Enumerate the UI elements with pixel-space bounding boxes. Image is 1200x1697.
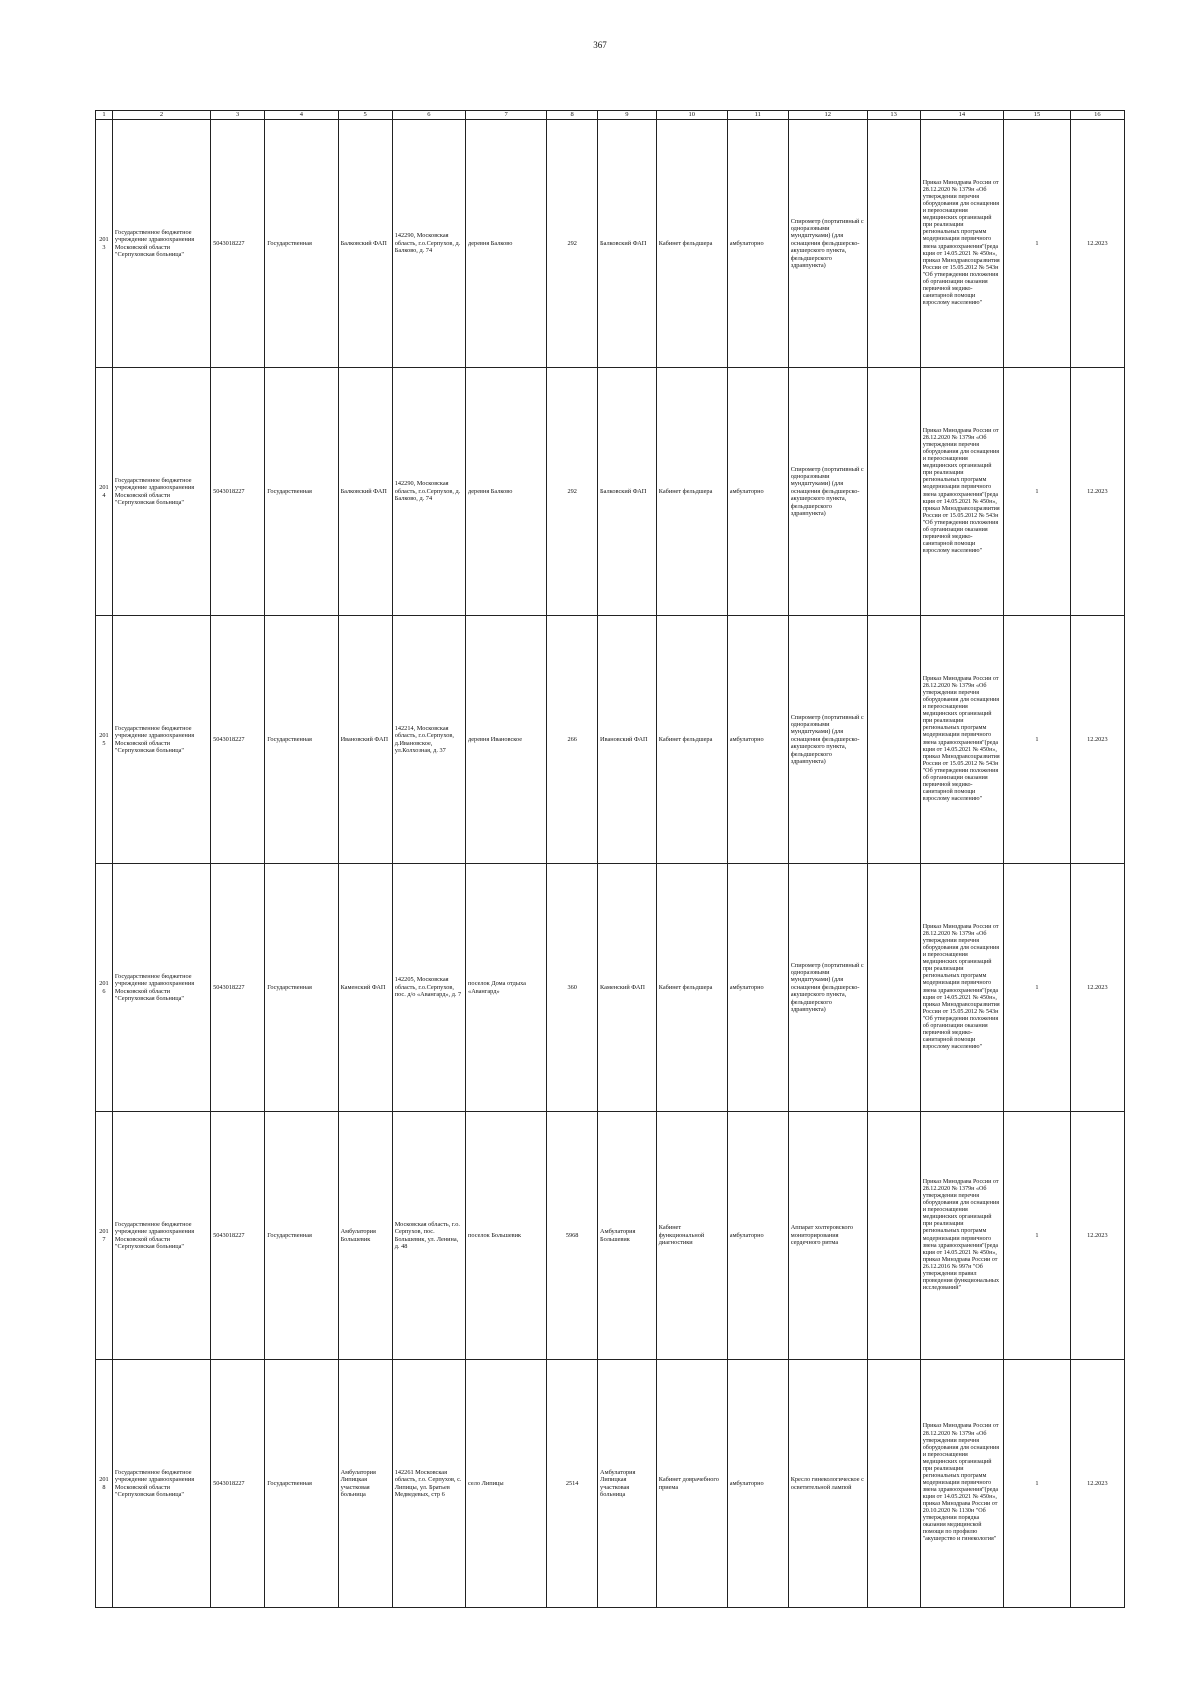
care-condition: амбулаторно (727, 616, 788, 864)
table-row (96, 616, 1125, 864)
equipment-count: 1 (1004, 368, 1071, 616)
care-condition: амбулаторно (727, 120, 788, 368)
equipment-count: 1 (1004, 1112, 1071, 1360)
room-name: Кабинет фельдшера (656, 368, 727, 616)
room-name: Кабинет фельдшера (656, 120, 727, 368)
column-header: 8 (547, 111, 598, 120)
inn-code: 5043018227 (211, 864, 265, 1112)
care-condition: амбулаторно (727, 1360, 788, 1608)
inn-code: 5043018227 (211, 1360, 265, 1608)
unit-address: Московская область, г.о. Серпухов, пос. Большевик, ул. Ленина, д. 48 (392, 1112, 465, 1360)
settlement-name: село Липицы (466, 1360, 547, 1608)
equipment-name: Спирометр (портативный с одноразовыми мундштуками) (для оснащения фельдшерско-акушерского пункта, фельдшерского здравпункта) (788, 616, 867, 864)
column-header: 6 (392, 111, 465, 120)
table-row (96, 1112, 1125, 1360)
equipment-name: Спирометр (портативный с одноразовыми мундштуками) (для оснащения фельдшерско-акушерского пункта, фельдшерского здравпункта) (788, 864, 867, 1112)
population-count: 266 (547, 616, 598, 864)
room-name: Кабинет функциональной диагностики (656, 1112, 727, 1360)
subdivision-name: Ивановский ФАП (598, 616, 657, 864)
population-count: 292 (547, 120, 598, 368)
inn-code: 5043018227 (211, 1112, 265, 1360)
legal-basis: Приказ Минздрава России от 28.12.2020 № 1379н «Об утверждении перечня оборудования для оснащения и переоснащения медицинских организаций при реализации региональных программ модернизации первичного звена здравоохранения"(реда кция от 14.05.2021 № 450н», приказ Минздравсоцразвития России от 15.05.2012 № 543н "Об утверждении положения об организации оказания первичной медико-санитарной помощи взрослому населению" (920, 864, 1003, 1112)
unit-address: 142261 Московская область, г.о. Серпухов, с. Липицы, ул. Братьев Медведевых, стр 6 (392, 1360, 465, 1608)
legal-basis: Приказ Минздрава России от 28.12.2020 № 1379н «Об утверждении перечня оборудования для оснащения и переоснащения медицинских организаций при реализации региональных программ модернизации первичного звена здравоохранения"(реда кция от 14.05.2021 № 450н», приказ Минздравсоцразвития России от 15.05.2012 № 543н "Об утверждении положения об организации оказания первичной медико-санитарной помощи взрослому населению" (920, 368, 1003, 616)
delivery-date: 12.2023 (1070, 1360, 1124, 1608)
equipment-register-table (95, 110, 1125, 1608)
header-row (96, 111, 1125, 120)
column-header: 16 (1070, 111, 1124, 120)
column-header: 11 (727, 111, 788, 120)
subdivision-name: Амбулатория Липицкая участковая больница (598, 1360, 657, 1608)
column-header: 7 (466, 111, 547, 120)
population-count: 292 (547, 368, 598, 616)
page-number: 367 (593, 40, 607, 50)
ownership-form: Государственная (265, 616, 338, 864)
room-name: Кабинет фельдшера (656, 616, 727, 864)
equipment-name: Спирометр (портативный с одноразовыми мундштуками) (для оснащения фельдшерско-акушерского пункта, фельдшерского здравпункта) (788, 368, 867, 616)
settlement-name: поселок Дома отдыха «Авангард» (466, 864, 547, 1112)
inn-code: 5043018227 (211, 120, 265, 368)
table-row (96, 864, 1125, 1112)
unit-address: 142290, Московская область, г.о.Серпухов, д. Балково, д. 74 (392, 120, 465, 368)
empty-cell (867, 1360, 920, 1608)
room-name: Кабинет доврачебного приема (656, 1360, 727, 1608)
ownership-form: Государственная (265, 1112, 338, 1360)
organization-name: Государственное бюджетное учреждение здравоохранения Московской области "Серпуховская больница" (112, 1360, 210, 1608)
equipment-count: 1 (1004, 120, 1071, 368)
equipment-count: 1 (1004, 616, 1071, 864)
structural-unit: Балковский ФАП (338, 120, 392, 368)
column-header: 15 (1004, 111, 1071, 120)
organization-name: Государственное бюджетное учреждение здравоохранения Московской области "Серпуховская больница" (112, 1112, 210, 1360)
structural-unit: Амбулатория Большевик (338, 1112, 392, 1360)
care-condition: амбулаторно (727, 368, 788, 616)
legal-basis: Приказ Минздрава России от 28.12.2020 № 1379н «Об утверждении перечня оборудования для оснащения и переоснащения медицинских организаций при реализации региональных программ модернизации первичного звена здравоохранения"(реда кция от 14.05.2021 № 450н», приказ Минздрава России от 20.10.2020 № 1130н "Об утверждении порядка оказания медицинской помощи по профилю "акушерство и гинекология" (920, 1360, 1003, 1608)
settlement-name: поселок Большевик (466, 1112, 547, 1360)
column-header: 3 (211, 111, 265, 120)
column-header: 9 (598, 111, 657, 120)
row-number: 2014 (96, 368, 113, 616)
column-header: 2 (112, 111, 210, 120)
settlement-name: деревня Балково (466, 120, 547, 368)
empty-cell (867, 616, 920, 864)
care-condition: амбулаторно (727, 1112, 788, 1360)
delivery-date: 12.2023 (1070, 120, 1124, 368)
unit-address: 142290, Московская область, г.о.Серпухов, д. Балково, д. 74 (392, 368, 465, 616)
row-number: 2015 (96, 616, 113, 864)
ownership-form: Государственная (265, 368, 338, 616)
structural-unit: Ивановский ФАП (338, 616, 392, 864)
column-header: 13 (867, 111, 920, 120)
column-header: 14 (920, 111, 1003, 120)
column-header: 1 (96, 111, 113, 120)
population-count: 360 (547, 864, 598, 1112)
unit-address: 142205, Московская область, г.о.Серпухов, пос. д/о «Авангард», д. 7 (392, 864, 465, 1112)
ownership-form: Государственная (265, 864, 338, 1112)
equipment-name: Кресло гинекологическое с осветительной лампой (788, 1360, 867, 1608)
column-header: 4 (265, 111, 338, 120)
subdivision-name: Балковский ФАП (598, 368, 657, 616)
equipment-count: 1 (1004, 864, 1071, 1112)
table-row (96, 368, 1125, 616)
row-number: 2013 (96, 120, 113, 368)
equipment-name: Спирометр (портативный с одноразовыми мундштуками) (для оснащения фельдшерско-акушерского пункта, фельдшерского здравпункта) (788, 120, 867, 368)
delivery-date: 12.2023 (1070, 616, 1124, 864)
column-header: 12 (788, 111, 867, 120)
population-count: 5968 (547, 1112, 598, 1360)
settlement-name: деревня Балково (466, 368, 547, 616)
ownership-form: Государственная (265, 1360, 338, 1608)
legal-basis: Приказ Минздрава России от 28.12.2020 № 1379н «Об утверждении перечня оборудования для оснащения и переоснащения медицинских организаций при реализации региональных программ модернизации первичного звена здравоохранения"(реда кция от 14.05.2021 № 450н», приказ Минздравсоцразвития России от 15.05.2012 № 543н "Об утверждении положения об организации оказания первичной медико-санитарной помощи взрослому населению" (920, 616, 1003, 864)
equipment-count: 1 (1004, 1360, 1071, 1608)
subdivision-name: Балковский ФАП (598, 120, 657, 368)
empty-cell (867, 1112, 920, 1360)
row-number: 2016 (96, 864, 113, 1112)
organization-name: Государственное бюджетное учреждение здравоохранения Московской области "Серпуховская больница" (112, 120, 210, 368)
inn-code: 5043018227 (211, 368, 265, 616)
empty-cell (867, 368, 920, 616)
subdivision-name: Амбулатория Большевик (598, 1112, 657, 1360)
subdivision-name: Каменский ФАП (598, 864, 657, 1112)
column-header: 5 (338, 111, 392, 120)
row-number: 2017 (96, 1112, 113, 1360)
organization-name: Государственное бюджетное учреждение здравоохранения Московской области "Серпуховская больница" (112, 368, 210, 616)
legal-basis: Приказ Минздрава России от 28.12.2020 № 1379н «Об утверждении перечня оборудования для оснащения и переоснащения медицинских организаций при реализации региональных программ модернизации первичного звена здравоохранения"(реда кция от 14.05.2021 № 450н», приказ Минздравсоцразвития России от 15.05.2012 № 543н "Об утверждении положения об организации оказания первичной медико-санитарной помощи взрослому населению" (920, 120, 1003, 368)
ownership-form: Государственная (265, 120, 338, 368)
table-row (96, 1360, 1125, 1608)
equipment-name: Аппарат холтеровского мониторирования сердечного ритма (788, 1112, 867, 1360)
inn-code: 5043018227 (211, 616, 265, 864)
empty-cell (867, 120, 920, 368)
row-number: 2018 (96, 1360, 113, 1608)
unit-address: 142214, Московская область, г.о.Серпухов, д.Ивановское, ул.Колхозная, д. 37 (392, 616, 465, 864)
organization-name: Государственное бюджетное учреждение здравоохранения Московской области "Серпуховская больница" (112, 616, 210, 864)
column-header: 10 (656, 111, 727, 120)
legal-basis: Приказ Минздрава России от 28.12.2020 № 1379н «Об утверждении перечня оборудования для оснащения и переоснащения медицинских организаций при реализации региональных программ модернизации первичного звена здравоохранения"(реда кция от 14.05.2021 № 450н», приказ Минздрава России от 26.12.2016 № 997н "Об утверждении правил проведения функциональных исследований" (920, 1112, 1003, 1360)
structural-unit: Амбулатория Липицкая участковая больница (338, 1360, 392, 1608)
organization-name: Государственное бюджетное учреждение здравоохранения Московской области "Серпуховская больница" (112, 864, 210, 1112)
delivery-date: 12.2023 (1070, 864, 1124, 1112)
structural-unit: Каменский ФАП (338, 864, 392, 1112)
population-count: 2514 (547, 1360, 598, 1608)
structural-unit: Балковский ФАП (338, 368, 392, 616)
delivery-date: 12.2023 (1070, 368, 1124, 616)
settlement-name: деревня Ивановское (466, 616, 547, 864)
table-row (96, 120, 1125, 368)
empty-cell (867, 864, 920, 1112)
table-body (96, 120, 1125, 1608)
care-condition: амбулаторно (727, 864, 788, 1112)
room-name: Кабинет фельдшера (656, 864, 727, 1112)
delivery-date: 12.2023 (1070, 1112, 1124, 1360)
